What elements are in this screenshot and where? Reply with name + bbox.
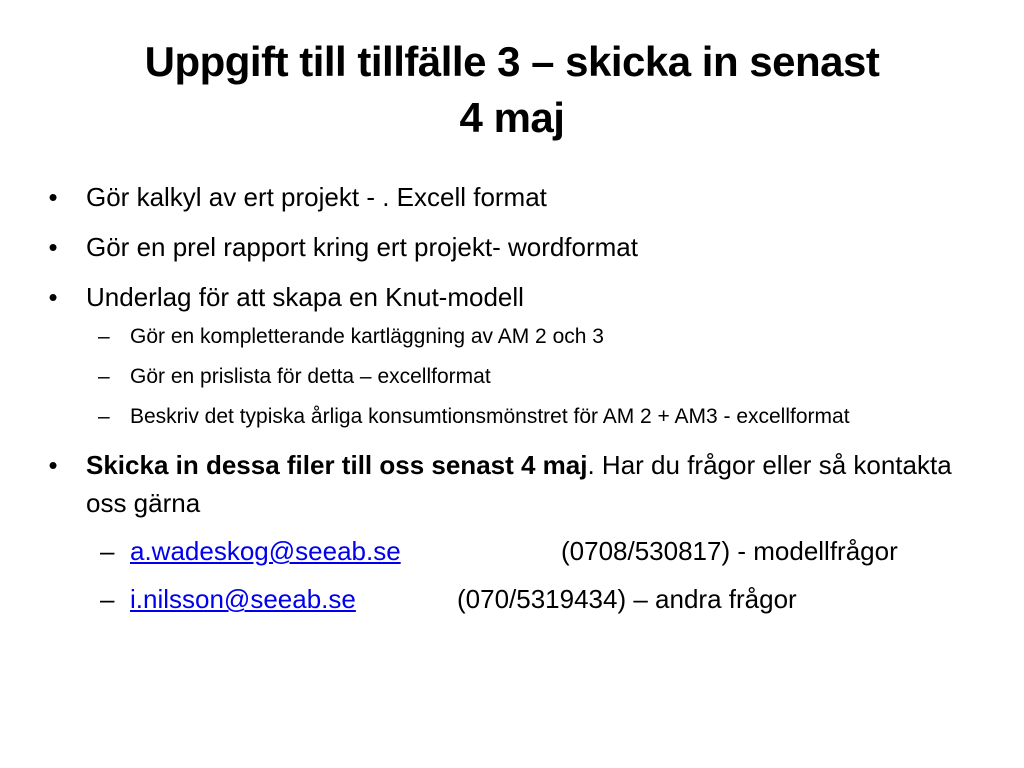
bullet-item [44,178,984,216]
contact-item [44,580,984,618]
email-link-nilsson[interactable]: i.nilsson@seeab.se [130,584,356,614]
submit-rest-text: . Har du frågor eller så kontakta oss gärna [86,450,952,518]
slide-body [44,178,984,628]
sub-bullet-item [44,322,984,352]
contact-row [130,580,984,618]
sub-bullet-item [44,362,984,392]
contact-info: (0708/530817) - modellfrågor [561,536,898,566]
title-line-1: Uppgift till tillfälle 3 – skicka in senast [144,38,880,85]
title-line-2: 4 maj [459,94,565,141]
sub-bullet-item [44,402,984,432]
dash-marker: – [98,365,110,388]
sub-bullet-text: Gör en prislista för detta – excellformat [130,365,491,388]
dash-marker: – [98,405,110,428]
bullet-marker: • [48,450,58,480]
bullet-item-submit [44,446,984,522]
bullet-text: Gör en prel rapport kring ert projekt- wordformat [86,232,638,262]
email-link-wadeskog[interactable]: a.wadeskog@seeab.se [130,536,401,566]
bullet-marker: • [48,182,58,212]
contact-item [44,532,984,570]
sub-bullet-text: Beskriv det typiska årliga konsumtionsmönstret för AM 2 + AM3 - excellformat [130,405,850,428]
bullet-item [44,228,984,266]
submit-deadline-text: Skicka in dessa filer till oss senast 4 maj [86,450,588,480]
bullet-text: Gör kalkyl av ert projekt - . Excell format [86,182,547,212]
bullet-marker: • [48,282,58,312]
bullet-item [44,278,984,316]
contact-info: (070/5319434) – andra frågor [457,584,797,614]
sub-bullet-text: Gör en kompletterande kartläggning av AM 2 och 3 [130,325,604,348]
dash-marker: – [98,325,110,348]
bullet-text: Underlag för att skapa en Knut-modell [86,282,524,312]
dash-marker: – [100,584,115,614]
bullet-marker: • [48,232,58,262]
contact-row [130,532,984,570]
dash-marker: – [100,536,115,566]
slide-title [40,34,984,146]
